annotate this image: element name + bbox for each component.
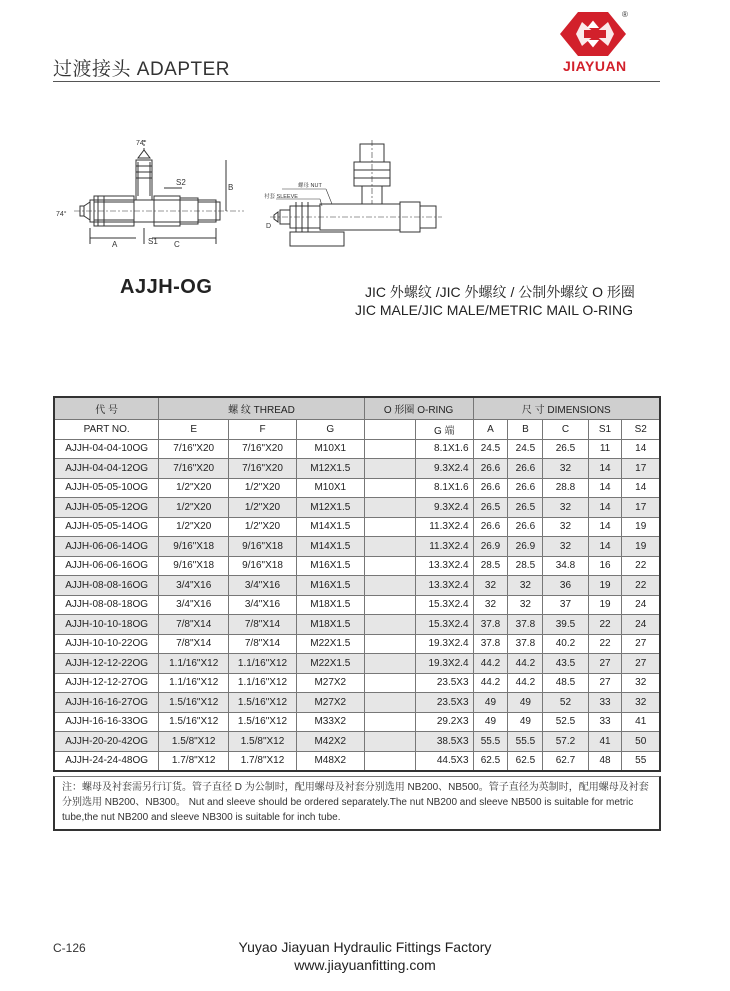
table-cell: M22X1.5 — [296, 654, 364, 674]
column-header: E — [159, 420, 229, 440]
table-cell: M16X1.5 — [296, 556, 364, 576]
table-cell: 1/2"X20 — [229, 478, 297, 498]
table-cell: AJJH-05-05-12OG — [54, 498, 159, 518]
table-cell: 17 — [622, 459, 660, 479]
table-cell — [364, 751, 415, 771]
table-row — [54, 732, 660, 752]
table-cell: 9/16"X18 — [159, 556, 229, 576]
part-group-header: 代 号 — [54, 397, 159, 420]
table-cell: 37.8 — [473, 634, 508, 654]
table-cell: AJJH-16-16-27OG — [54, 693, 159, 713]
table-cell: 19 — [622, 517, 660, 537]
table-cell: 44.2 — [473, 673, 508, 693]
table-cell: 32 — [508, 576, 543, 596]
table-cell: 14 — [588, 498, 622, 518]
table-cell: 44.2 — [508, 673, 543, 693]
table-cell: AJJH-05-05-10OG — [54, 478, 159, 498]
table-cell: 49 — [508, 712, 543, 732]
oring-group-header: O 形圈 O-RING — [364, 397, 473, 420]
table-cell: 9.3X2.4 — [416, 498, 474, 518]
table-cell: 14 — [588, 478, 622, 498]
table-cell: 11.3X2.4 — [416, 537, 474, 557]
table-cell — [364, 459, 415, 479]
table-cell: 14 — [622, 478, 660, 498]
table-cell: M27X2 — [296, 673, 364, 693]
table-cell: 14 — [588, 537, 622, 557]
table-cell: 1.7/8"X12 — [159, 751, 229, 771]
table-cell: 27 — [622, 654, 660, 674]
table-cell: M33X2 — [296, 712, 364, 732]
table-cell: 52 — [543, 693, 588, 713]
table-cell: 48.5 — [543, 673, 588, 693]
table-cell: 23.5X3 — [416, 673, 474, 693]
table-cell: 19.3X2.4 — [416, 634, 474, 654]
table-cell: 7/16"X20 — [159, 459, 229, 479]
table-cell: 26.5 — [508, 498, 543, 518]
table-body — [54, 439, 660, 771]
table-cell: 11.3X2.4 — [416, 517, 474, 537]
table-cell: 15.3X2.4 — [416, 615, 474, 635]
table-cell: 14 — [588, 517, 622, 537]
table-cell: 1.5/8"X12 — [159, 732, 229, 752]
tee-fitting-drawing — [54, 136, 246, 254]
table-cell: 3/4"X16 — [229, 576, 297, 596]
table-cell: 37.8 — [508, 615, 543, 635]
table-cell: 1/2"X20 — [229, 498, 297, 518]
table-cell: M14X1.5 — [296, 537, 364, 557]
table-cell: 13.3X2.4 — [416, 556, 474, 576]
logo-text: JIAYUAN — [563, 58, 627, 74]
dimensions-group-header: 尺 寸 DIMENSIONS — [473, 397, 660, 420]
table-cell: 15.3X2.4 — [416, 595, 474, 615]
table-cell: 62.7 — [543, 751, 588, 771]
table-cell: 33 — [588, 712, 622, 732]
column-header: S1 — [588, 420, 622, 440]
table-cell: 1.5/16"X12 — [159, 712, 229, 732]
table-cell: AJJH-04-04-12OG — [54, 459, 159, 479]
table-cell: 24.5 — [473, 439, 508, 459]
table-row — [54, 751, 660, 771]
table-cell: 9.3X2.4 — [416, 459, 474, 479]
table-row — [54, 537, 660, 557]
table-cell: 41 — [622, 712, 660, 732]
table-cell: 1/2"X20 — [159, 478, 229, 498]
b-label: B — [228, 183, 234, 192]
table-cell: 14 — [588, 459, 622, 479]
table-cell: 50 — [622, 732, 660, 752]
table-cell: 37.8 — [508, 634, 543, 654]
table-cell: 19 — [622, 537, 660, 557]
a-label: A — [112, 240, 118, 249]
group-header-row — [54, 397, 660, 420]
table-cell: AJJH-20-20-42OG — [54, 732, 159, 752]
table-cell: 26.6 — [508, 478, 543, 498]
table-cell: 28.5 — [473, 556, 508, 576]
table-cell: 34.8 — [543, 556, 588, 576]
table-cell: 1.1/16"X12 — [159, 654, 229, 674]
column-header — [364, 420, 415, 440]
table-cell: 1.5/16"X12 — [229, 693, 297, 713]
table-cell: 7/8"X14 — [159, 634, 229, 654]
table-cell — [364, 439, 415, 459]
table-cell: 14 — [622, 439, 660, 459]
table-row — [54, 673, 660, 693]
table-cell: 27 — [622, 634, 660, 654]
table-row — [54, 654, 660, 674]
table-cell — [364, 537, 415, 557]
table-cell: 28.5 — [508, 556, 543, 576]
table-cell: 62.5 — [508, 751, 543, 771]
column-header: PART NO. — [54, 420, 159, 440]
table-cell — [364, 693, 415, 713]
ordering-note: 注：螺母及衬套需另行订货。管子直径 D 为公制时，配用螺母及衬套分别选用 NB200、NB500。管子直径为英制时，配用螺母及衬套分别选用 NB200、NB300。 Nut and sleeve should be ordered separately.The nut NB200 and sleeve NB500 is suitable for metric tube,the nut NB200 and sleeve NB300 is suitable for inch tube. — [53, 776, 661, 831]
table-cell: 1.1/16"X12 — [159, 673, 229, 693]
table-cell: 24 — [622, 615, 660, 635]
table-cell: 7/16"X20 — [159, 439, 229, 459]
table-cell: 26.9 — [473, 537, 508, 557]
registered-mark: ® — [622, 10, 628, 19]
column-header: G 端 — [416, 420, 474, 440]
table-cell: 55.5 — [473, 732, 508, 752]
table-cell: 44.2 — [473, 654, 508, 674]
table-cell: M16X1.5 — [296, 576, 364, 596]
table-cell: 8.1X1.6 — [416, 478, 474, 498]
table-cell: 26.5 — [543, 439, 588, 459]
table-cell: 7/8"X14 — [229, 615, 297, 635]
s2-label: S2 — [176, 178, 186, 187]
table-cell: AJJH-06-06-16OG — [54, 556, 159, 576]
table-cell: M27X2 — [296, 693, 364, 713]
table-row — [54, 478, 660, 498]
table-cell — [364, 576, 415, 596]
page-title: 过渡接头 ADAPTER — [53, 59, 231, 80]
table-cell: 28.8 — [543, 478, 588, 498]
table-cell: 1.1/16"X12 — [229, 654, 297, 674]
table-row — [54, 595, 660, 615]
table-row — [54, 615, 660, 635]
table-cell: 1.5/16"X12 — [159, 693, 229, 713]
table-cell: 19 — [588, 576, 622, 596]
table-cell: 16 — [588, 556, 622, 576]
table-cell: 32 — [543, 537, 588, 557]
table-cell: 40.2 — [543, 634, 588, 654]
table-cell: 1.1/16"X12 — [229, 673, 297, 693]
table-cell: 26.5 — [473, 498, 508, 518]
table-cell: 1/2"X20 — [159, 517, 229, 537]
table-cell: 9/16"X18 — [229, 537, 297, 557]
table-cell: AJJH-12-12-22OG — [54, 654, 159, 674]
table-cell: AJJH-05-05-14OG — [54, 517, 159, 537]
description-chinese: JIC 外螺纹 /JIC 外螺纹 / 公制外螺纹 O 形圈 — [365, 284, 635, 300]
table-cell: 49 — [473, 712, 508, 732]
table-cell: 39.5 — [543, 615, 588, 635]
table-cell: 38.5X3 — [416, 732, 474, 752]
table-cell — [364, 654, 415, 674]
page-number: C-126 — [53, 941, 86, 955]
table-cell: 23.5X3 — [416, 693, 474, 713]
table-row — [54, 517, 660, 537]
table-row — [54, 439, 660, 459]
table-cell: 7/8"X14 — [229, 634, 297, 654]
table-cell: 3/4"X16 — [229, 595, 297, 615]
table-cell: M10X1 — [296, 439, 364, 459]
column-header: G — [296, 420, 364, 440]
table-cell: 41 — [588, 732, 622, 752]
column-header: A — [473, 420, 508, 440]
table-cell: 27 — [588, 673, 622, 693]
table-cell: 49 — [473, 693, 508, 713]
sleeve-label: 衬套 SLEEVE — [264, 194, 298, 200]
table-cell: 8.1X1.6 — [416, 439, 474, 459]
table-cell: 52.5 — [543, 712, 588, 732]
table-cell: 26.9 — [508, 537, 543, 557]
table-cell: 55 — [622, 751, 660, 771]
table-row — [54, 498, 660, 518]
table-cell: AJJH-16-16-33OG — [54, 712, 159, 732]
table-cell: 22 — [588, 634, 622, 654]
table-cell: 13.3X2.4 — [416, 576, 474, 596]
table-cell: 9/16"X18 — [229, 556, 297, 576]
table-cell — [364, 673, 415, 693]
angle-top-label: 74° — [136, 140, 147, 147]
table-cell: 32 — [622, 673, 660, 693]
table-cell — [364, 556, 415, 576]
specification-table — [53, 396, 661, 772]
table-cell: 1.5/16"X12 — [229, 712, 297, 732]
column-header: F — [229, 420, 297, 440]
table-cell — [364, 595, 415, 615]
table-cell: M22X1.5 — [296, 634, 364, 654]
table-cell: 1/2"X20 — [159, 498, 229, 518]
model-number: AJJH-OG — [120, 276, 213, 298]
table-cell: 26.6 — [473, 517, 508, 537]
table-cell: 26.6 — [473, 478, 508, 498]
table-cell: 3/4"X16 — [159, 595, 229, 615]
table-cell: 26.6 — [508, 517, 543, 537]
table-cell — [364, 498, 415, 518]
table-cell: 7/16"X20 — [229, 439, 297, 459]
company-website[interactable]: www.jiayuanfitting.com — [294, 957, 436, 973]
table-cell: 32 — [622, 693, 660, 713]
table-cell: 33 — [588, 693, 622, 713]
d-label: D — [266, 223, 272, 230]
table-cell: 9/16"X18 — [159, 537, 229, 557]
table-cell: 1/2"X20 — [229, 517, 297, 537]
table-cell: 48 — [588, 751, 622, 771]
table-cell: 32 — [508, 595, 543, 615]
table-row — [54, 634, 660, 654]
table-cell: AJJH-24-24-48OG — [54, 751, 159, 771]
table-cell: AJJH-10-10-18OG — [54, 615, 159, 635]
table-row — [54, 712, 660, 732]
table-row — [54, 556, 660, 576]
table-cell: 22 — [622, 576, 660, 596]
table-cell: M18X1.5 — [296, 615, 364, 635]
table-cell: M10X1 — [296, 478, 364, 498]
table-cell: M14X1.5 — [296, 517, 364, 537]
table-cell: AJJH-10-10-22OG — [54, 634, 159, 654]
table-cell: 37.8 — [473, 615, 508, 635]
table-cell: M12X1.5 — [296, 498, 364, 518]
table-cell: M12X1.5 — [296, 459, 364, 479]
table-cell: 24.5 — [508, 439, 543, 459]
assembly-drawing — [262, 140, 442, 252]
table-cell: 32 — [543, 459, 588, 479]
table-cell: 29.2X3 — [416, 712, 474, 732]
table-cell: AJJH-08-08-18OG — [54, 595, 159, 615]
table-cell: 3/4"X16 — [159, 576, 229, 596]
table-cell: 36 — [543, 576, 588, 596]
table-cell: M48X2 — [296, 751, 364, 771]
table-cell: 37 — [543, 595, 588, 615]
table-cell: AJJH-04-04-10OG — [54, 439, 159, 459]
header-divider — [53, 81, 660, 82]
table-cell — [364, 634, 415, 654]
c-label: C — [174, 240, 180, 249]
table-cell: M18X1.5 — [296, 595, 364, 615]
column-header: C — [543, 420, 588, 440]
table-cell: 1.5/8"X12 — [229, 732, 297, 752]
table-cell: 7/8"X14 — [159, 615, 229, 635]
table-cell: 11 — [588, 439, 622, 459]
table-cell: 26.6 — [508, 459, 543, 479]
table-cell — [364, 478, 415, 498]
table-cell: 22 — [588, 615, 622, 635]
table-cell: 7/16"X20 — [229, 459, 297, 479]
table-cell: 49 — [508, 693, 543, 713]
table-cell: 44.5X3 — [416, 751, 474, 771]
table-cell: 57.2 — [543, 732, 588, 752]
table-cell: 44.2 — [508, 654, 543, 674]
table-cell — [364, 732, 415, 752]
table-row — [54, 576, 660, 596]
table-cell: 27 — [588, 654, 622, 674]
table-cell: AJJH-06-06-14OG — [54, 537, 159, 557]
table-cell: M42X2 — [296, 732, 364, 752]
table-row — [54, 459, 660, 479]
table-cell: 19 — [588, 595, 622, 615]
table-cell — [364, 712, 415, 732]
table-cell: 55.5 — [508, 732, 543, 752]
description-english: JIC MALE/JIC MALE/METRIC MAIL O-RING — [355, 302, 633, 318]
table-cell: 32 — [473, 595, 508, 615]
table-row — [54, 693, 660, 713]
table-cell — [364, 615, 415, 635]
thread-group-header: 螺 纹 THREAD — [159, 397, 364, 420]
table-cell: 24 — [622, 595, 660, 615]
table-cell: 26.6 — [473, 459, 508, 479]
column-header: B — [508, 420, 543, 440]
column-header: S2 — [622, 420, 660, 440]
s1-label: S1 — [148, 237, 158, 246]
table-cell — [364, 517, 415, 537]
table-cell: 22 — [622, 556, 660, 576]
column-header-row — [54, 420, 660, 440]
table-cell: 32 — [473, 576, 508, 596]
table-cell: 43.5 — [543, 654, 588, 674]
nut-label: 螺母 NUT — [298, 183, 322, 189]
table-cell: 62.5 — [473, 751, 508, 771]
table-cell: 19.3X2.4 — [416, 654, 474, 674]
table-cell: 32 — [543, 498, 588, 518]
company-name: Yuyao Jiayuan Hydraulic Fittings Factory — [238, 939, 492, 955]
table-cell: AJJH-12-12-27OG — [54, 673, 159, 693]
table-cell: 1.7/8"X12 — [229, 751, 297, 771]
table-cell: 32 — [543, 517, 588, 537]
table-cell: 17 — [622, 498, 660, 518]
angle-left-label: 74° — [56, 211, 67, 218]
table-cell: AJJH-08-08-16OG — [54, 576, 159, 596]
